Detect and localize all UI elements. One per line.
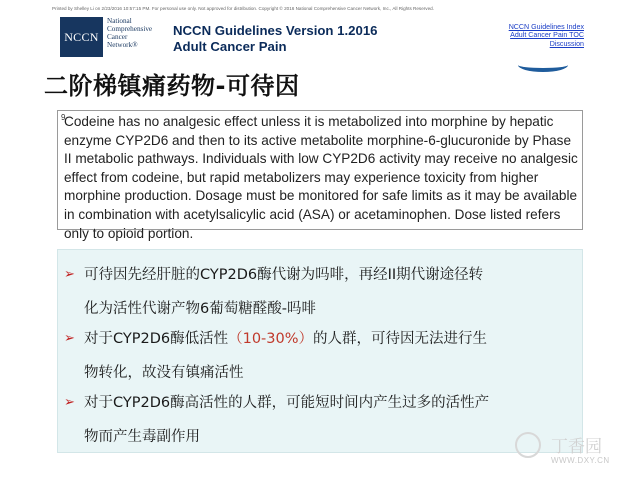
bullet-line — [64, 322, 574, 356]
footnote-marker: 9 — [61, 113, 66, 122]
arrow-bullet-icon: ➢ — [64, 267, 75, 282]
bullet-line: 物转化，故没有镇痛活性 — [84, 365, 244, 381]
bullet-line: 物而产生毒副作用 — [84, 429, 200, 445]
link-adult-cancer-pain-toc[interactable]: Adult Cancer Pain TOC — [510, 31, 584, 40]
watermark-name: 丁香园 — [551, 437, 602, 457]
logo-word: Cancer — [107, 33, 128, 41]
bullet-item — [64, 386, 574, 454]
nccn-logo-words — [107, 17, 152, 57]
bullet-item — [64, 258, 574, 326]
slide-title: 二阶梯镇痛药物-可待因 — [44, 72, 300, 100]
printed-disclaimer: Printed by Shelley Li on 2/23/2016 10:57:15 PM. For personal use only. Not approved for distribution. Copyright © 2016 National Comprehensive Cancer Network, Inc., All Rights Reserved. — [52, 6, 434, 11]
dxy-watermark — [515, 430, 625, 474]
bullet-line: 对于CYP2D6酶高活性的人群，可能短时间内产生过多的活性产 — [84, 395, 490, 411]
watermark-url: WWW.DXY.CN — [551, 456, 610, 465]
arrow-bullet-icon: ➢ — [64, 395, 75, 410]
logo-word: National — [107, 17, 132, 25]
guideline-links — [478, 23, 584, 48]
bullet-line: 化为活性代谢产物6葡萄糖醛酸-吗啡 — [84, 301, 316, 317]
nccn-header — [50, 14, 590, 60]
bullet-text: 的人群，可待因无法进行生 — [313, 331, 488, 347]
link-guidelines-index[interactable]: NCCN Guidelines Index — [508, 23, 584, 31]
guideline-title-block — [173, 23, 377, 55]
bullet-panel — [57, 249, 583, 453]
nccn-logo — [60, 17, 164, 57]
guideline-version: NCCN Guidelines Version 1.2016 — [173, 23, 378, 38]
logo-word: Comprehensive — [107, 25, 153, 33]
bullet-text: 对于CYP2D6酶低活性 — [84, 331, 229, 347]
logo-word: Network® — [107, 41, 138, 49]
link-discussion[interactable]: Discussion — [549, 39, 584, 48]
bullet-item — [64, 322, 574, 390]
bullet-line: 可待因先经肝脏的CYP2D6酶代谢为吗啡，再经II期代谢途径转 — [84, 267, 484, 283]
guideline-topic: Adult Cancer Pain — [173, 39, 287, 54]
nccn-logo-box: NCCN — [60, 17, 103, 57]
dxy-flower-icon — [515, 432, 541, 458]
codeine-footnote-box — [57, 110, 583, 241]
arrow-bullet-icon: ➢ — [64, 331, 75, 346]
activity-percentage: （10-30%） — [228, 331, 314, 347]
decorative-swoosh — [518, 58, 568, 72]
footnote-text: Codeine has no analgesic effect unless it is metabolized into morphine by hepatic enzyme CYP2D6 and then to its active metabolite morphine-6-glucuronide by Phase II metabolic pathways. Individuals with low CYP2D6 activity may receive no analgesic effect from codeine, but rapid metabolizers may experience toxicity from higher morphine production. Dosage must be monitored for safe limits as it may be available in combination with acetylsalicylic acid (ASA) or acetaminophen. Dose listed refers only to opioid portion. — [64, 114, 578, 241]
